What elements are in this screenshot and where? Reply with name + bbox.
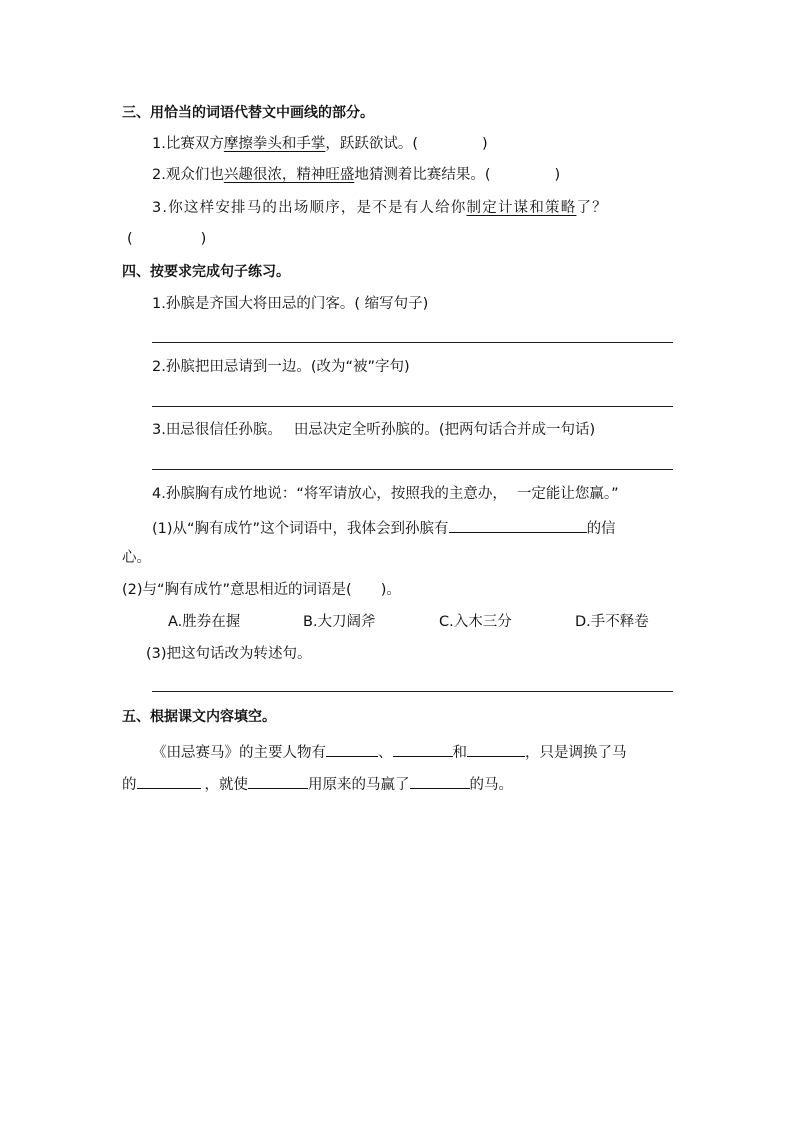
s3-question-3 — [152, 198, 608, 218]
s3-q2-text-a: 2.观众们也 — [152, 167, 224, 183]
s3-question-2 — [152, 165, 560, 185]
section-5-title: 五、根据课文内容填空。 — [122, 709, 276, 725]
s3-q1-text-b: ，跃跃欲试。( — [325, 136, 419, 152]
s3-q3-underlined: 制定计谋和策略 — [466, 200, 577, 216]
s5-blank-4[interactable] — [137, 772, 201, 789]
s4-sub1-text-b: 的信 — [586, 521, 616, 537]
s4-q2-answer-line[interactable] — [152, 406, 673, 407]
s5-l2-text-c: 用原来的马赢了 — [308, 777, 410, 793]
s3-q2-paren-close: ) — [554, 167, 561, 183]
s4-question-2: 2.孙膑把田忌请到一边。(改为“被”字句) — [152, 359, 410, 375]
s3-q3-text-a: 3.你这样安排马的出场顺序，是不是有人给你 — [152, 200, 467, 216]
s4-q4-quote-a: 4.孙膑胸有成竹地说：“将军请放心，按照我的主意办， — [152, 486, 507, 502]
s5-l2-text-b: ，就使 — [204, 777, 248, 793]
s3-q2-underlined: 兴趣很浓，精神旺盛 — [223, 167, 355, 183]
s4-sub1-continuation: 心。 — [122, 550, 151, 566]
s5-l1-text-b: 、 — [378, 745, 393, 761]
s4-question-3 — [152, 420, 595, 440]
s4-sub1-blank[interactable] — [449, 516, 587, 533]
s4-q1-answer-line[interactable] — [152, 342, 673, 343]
s3-question-1 — [152, 134, 488, 154]
s4-option-b[interactable]: B.大刀阔斧 — [303, 614, 376, 630]
s5-blank-3[interactable] — [467, 740, 525, 757]
s3-q2-text-b: 地猜测着比赛结果。( — [354, 167, 491, 183]
s4-option-c[interactable]: C.入木三分 — [439, 614, 512, 630]
section-3-title-rest: 恰当的词语代替文中画线的部分。 — [164, 105, 374, 121]
s4-sub1-text-a: (1)从“胸有成竹”这个词语中，我体会到孙膑有 — [152, 521, 449, 537]
s4-q4-quote-b: 一定能让您赢。” — [516, 486, 619, 502]
s4-q3-sentence-a: 3.田忌很信任孙膑。 — [152, 422, 282, 438]
s5-blank-1[interactable] — [326, 740, 378, 757]
s5-blank-6[interactable] — [410, 772, 470, 789]
s3-q1-paren-close: ) — [482, 136, 488, 152]
s4-q4-sub-3: (3)把这句话改为转述句。 — [146, 646, 312, 662]
s5-l2-text-a: 的 — [122, 777, 137, 793]
section-4-title: 四、按要求完成句子练习。 — [122, 264, 290, 280]
section-3-title — [122, 103, 374, 123]
s4-q3-sentence-b: 田忌决定全听孙膑的。(把两句话合并成一句话) — [293, 422, 596, 438]
s5-line-2 — [122, 772, 513, 795]
s5-l2-text-d: 的马。 — [469, 777, 513, 793]
s4-q4-sub-1 — [152, 516, 616, 539]
s5-blank-5[interactable] — [248, 772, 308, 789]
s5-l1-text-a: 《田忌赛马》的主要人物有 — [152, 745, 326, 761]
section-3-title-prefix: 三、用 — [122, 105, 164, 121]
s4-question-1: 1.孙膑是齐国大将田忌的门客。( 缩写句子) — [152, 296, 429, 312]
s5-l1-text-c: 和 — [452, 745, 467, 761]
s3-q3-paren-close: ) — [200, 231, 207, 247]
s4-sub3-answer-line[interactable] — [152, 691, 673, 692]
s3-q1-underlined: 摩擦拳头和手掌 — [223, 136, 326, 152]
s4-option-a[interactable]: A.胜券在握 — [168, 614, 241, 630]
s3-q1-text-a: 1.比赛双方 — [152, 136, 224, 152]
s3-q3-paren-open: ( — [127, 231, 133, 247]
s5-blank-2[interactable] — [393, 740, 453, 757]
s3-q3-text-b: 了？ — [576, 200, 608, 216]
s4-q4-sub-2: (2)与“胸有成竹”意思相近的词语是( )。 — [122, 582, 401, 598]
s5-l1-text-d: ，只是调换了马 — [525, 745, 627, 761]
s4-q3-answer-line[interactable] — [152, 469, 673, 470]
s4-question-4 — [152, 484, 619, 504]
s3-q3-answer-parens — [127, 229, 206, 249]
s5-line-1 — [152, 740, 627, 763]
s4-option-d[interactable]: D.手不释卷 — [575, 614, 649, 630]
